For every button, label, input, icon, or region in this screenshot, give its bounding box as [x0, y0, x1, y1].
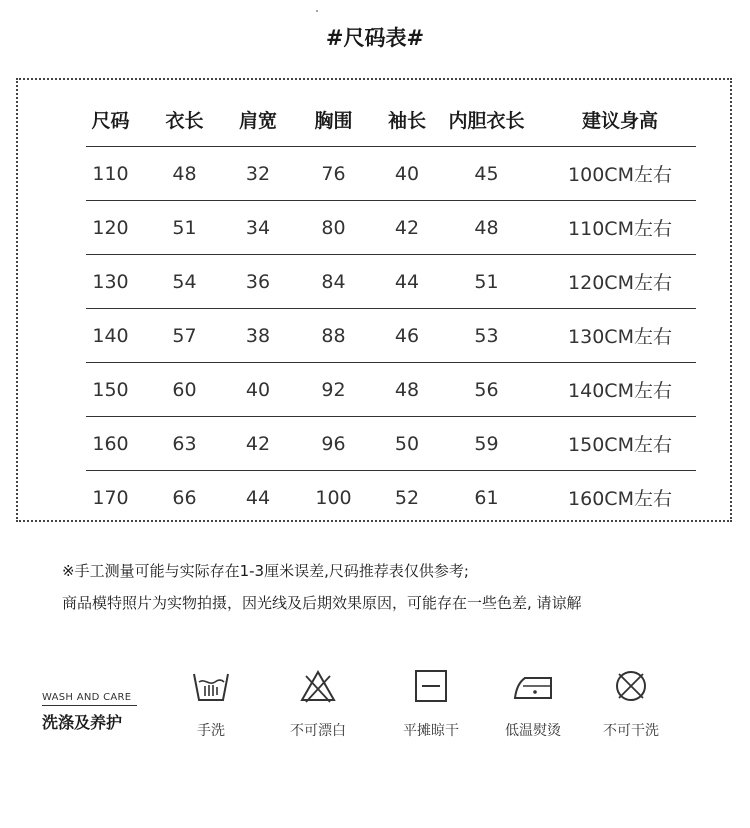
table-cell: 100CM左右 — [568, 164, 672, 186]
table-cell: 130CM左右 — [568, 326, 672, 348]
table-cell: 48 — [394, 378, 420, 401]
table-header-row — [86, 92, 696, 147]
size-table — [86, 92, 696, 524]
header-lining-length: 内胆衣长 — [448, 109, 525, 132]
table-cell: 61 — [474, 486, 499, 509]
table-cell: 84 — [321, 270, 346, 293]
care-item-no-bleach — [273, 668, 363, 740]
table-cell: 150 — [92, 378, 129, 401]
low-iron-icon — [511, 668, 555, 704]
care-title-cn: 洗涤及养护 — [42, 713, 123, 732]
table-cell: 160CM左右 — [568, 488, 672, 510]
hand-wash-icon — [191, 668, 231, 704]
care-divider — [42, 705, 137, 706]
table-row — [86, 201, 696, 255]
table-cell: 44 — [394, 270, 420, 293]
note-color: 商品模特照片为实物拍摄，因光线及后期效果原因，可能存在一些色差, 请谅解 — [62, 594, 582, 612]
table-cell: 160 — [92, 432, 129, 455]
table-row — [86, 255, 696, 309]
table-cell: 38 — [245, 324, 271, 347]
table-cell: 88 — [321, 324, 346, 347]
table-row — [86, 363, 696, 417]
table-cell: 48 — [172, 162, 197, 185]
table-body — [86, 147, 696, 524]
table-cell: 140 — [92, 324, 129, 347]
table-cell: 34 — [245, 216, 271, 239]
care-title-en: WASH AND CARE — [42, 692, 132, 703]
table-cell: 150CM左右 — [568, 434, 672, 456]
table-cell: 57 — [172, 324, 197, 347]
no-bleach-icon — [298, 668, 338, 704]
table-cell: 45 — [474, 162, 499, 185]
table-cell: 48 — [474, 216, 499, 239]
table-cell: 54 — [172, 270, 197, 293]
table-cell: 100 — [315, 486, 352, 509]
care-item-hand-wash — [166, 668, 256, 740]
table-cell: 42 — [394, 216, 420, 239]
table-cell: 80 — [321, 216, 346, 239]
table-cell: 36 — [245, 270, 271, 293]
table-cell: 53 — [474, 324, 499, 347]
table-cell: 110CM左右 — [568, 218, 672, 240]
table-cell: 110 — [92, 162, 129, 185]
header-length: 衣长 — [165, 109, 204, 132]
table-cell: 96 — [321, 432, 346, 455]
table-cell: 44 — [245, 486, 271, 509]
care-label: 手洗 — [197, 723, 225, 739]
table-row — [86, 147, 696, 201]
table-cell: 130 — [92, 270, 129, 293]
table-cell: 120 — [92, 216, 129, 239]
care-label: 不可干洗 — [603, 723, 659, 739]
table-cell: 60 — [172, 378, 197, 401]
table-cell: 92 — [321, 378, 346, 401]
care-item-low-iron — [488, 668, 578, 740]
table-cell: 32 — [245, 162, 271, 185]
table-row — [86, 417, 696, 471]
header-chest: 胸围 — [314, 109, 353, 132]
table-cell: 40 — [394, 162, 420, 185]
header-height: 建议身高 — [581, 109, 658, 132]
care-label: 低温熨烫 — [505, 723, 561, 739]
dry-flat-icon — [411, 668, 451, 704]
care-item-no-dry-clean — [586, 668, 676, 740]
page-title: #尺码表# — [325, 26, 425, 50]
table-cell: 59 — [474, 432, 499, 455]
no-dry-clean-icon — [611, 668, 651, 704]
table-cell: 66 — [172, 486, 197, 509]
table-cell: 63 — [172, 432, 197, 455]
table-cell: 52 — [394, 486, 420, 509]
table-cell: 56 — [474, 378, 499, 401]
table-cell: 46 — [394, 324, 420, 347]
table-cell: 51 — [474, 270, 499, 293]
decorative-dot — [316, 10, 318, 12]
care-label: 平摊晾干 — [403, 723, 459, 739]
table-cell: 51 — [172, 216, 197, 239]
care-item-dry-flat — [386, 668, 476, 740]
table-cell: 76 — [321, 162, 346, 185]
note-measurement: ※手工测量可能与实际存在1-3厘米误差,尺码推荐表仅供参考; — [62, 562, 469, 580]
header-size: 尺码 — [91, 109, 130, 132]
header-shoulder: 肩宽 — [238, 109, 277, 132]
header-sleeve: 袖长 — [387, 109, 426, 132]
table-cell: 120CM左右 — [568, 272, 672, 294]
table-row — [86, 471, 696, 524]
table-row — [86, 309, 696, 363]
table-cell: 42 — [245, 432, 271, 455]
table-cell: 170 — [92, 486, 129, 509]
table-cell: 140CM左右 — [568, 380, 672, 402]
care-label: 不可漂白 — [290, 723, 346, 739]
table-cell: 50 — [394, 432, 420, 455]
table-cell: 40 — [245, 378, 271, 401]
